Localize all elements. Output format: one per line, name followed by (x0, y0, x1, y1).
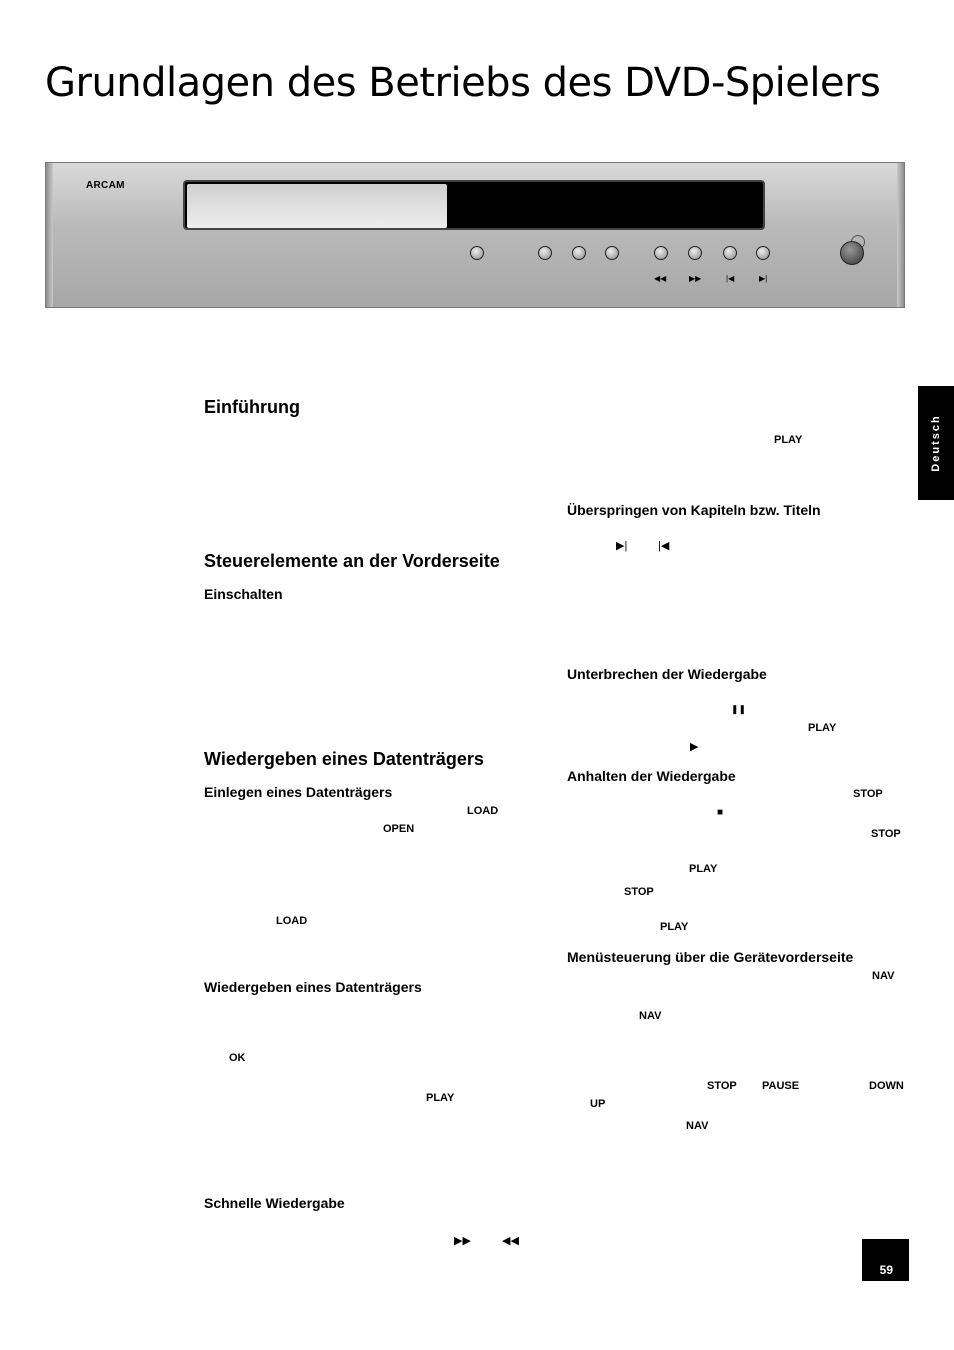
keyword-play: PLAY (660, 921, 689, 933)
skip-next-icon: ▶| (616, 540, 628, 552)
front-button-illustration (538, 246, 552, 260)
keyword-play: PLAY (426, 1092, 455, 1104)
front-button-illustration (572, 246, 586, 260)
subheading-skip-chapters: Überspringen von Kapiteln bzw. Titeln (567, 502, 821, 518)
keyword-load: LOAD (467, 805, 499, 817)
subheading-pause-playback: Unterbrechen der Wiedergabe (567, 666, 767, 682)
page-title: Grundlagen des Betriebs des DVD-Spielers (45, 60, 881, 106)
panel-left-edge (46, 163, 53, 307)
keyword-stop: STOP (624, 886, 654, 898)
language-label: Deutsch (930, 414, 942, 472)
keyword-stop: STOP (707, 1080, 737, 1092)
keyword-nav: NAV (872, 970, 895, 982)
front-button-illustration (605, 246, 619, 260)
subheading-loading-disc: Einlegen eines Datenträgers (204, 784, 393, 800)
disc-tray (187, 184, 447, 228)
heading-front-controls: Steuerelemente an der Vorderseite (204, 551, 500, 571)
fast-forward-button-illustration (688, 246, 702, 260)
front-display-window (183, 180, 765, 230)
power-knob-illustration (840, 241, 864, 265)
next-button-illustration (756, 246, 770, 260)
keyword-stop: STOP (871, 828, 901, 840)
rewind-button-illustration (654, 246, 668, 260)
open-button-illustration (470, 246, 484, 260)
heading-playing-disc: Wiedergeben eines Datenträgers (204, 749, 484, 769)
keyword-down: DOWN (869, 1080, 904, 1092)
keyword-nav: NAV (686, 1120, 709, 1132)
play-icon: ▶ (690, 741, 699, 753)
subheading-fast-play: Schnelle Wiedergabe (204, 1195, 345, 1211)
keyword-play: PLAY (808, 722, 837, 734)
keyword-pause: PAUSE (762, 1080, 800, 1092)
rewind-icon: ◀◀ (502, 1235, 519, 1247)
rewind-icon: ◀◀ (654, 274, 667, 283)
skip-next-icon: ▶| (759, 274, 768, 283)
dvd-player-front-panel-illustration (45, 162, 905, 308)
keyword-play: PLAY (689, 863, 718, 875)
keyword-stop: STOP (853, 788, 883, 800)
stop-icon: ■ (717, 807, 724, 818)
subheading-power-on: Einschalten (204, 586, 283, 602)
subheading-stop-playback: Anhalten der Wiedergabe (567, 768, 736, 784)
fast-forward-icon: ▶▶ (689, 274, 702, 283)
keyword-up: UP (590, 1098, 606, 1110)
language-side-tab (918, 386, 954, 500)
skip-previous-icon: |◀ (726, 274, 735, 283)
keyword-play: PLAY (774, 434, 803, 446)
keyword-load: LOAD (276, 915, 308, 927)
fast-forward-icon: ▶▶ (454, 1235, 471, 1247)
page-number-box (862, 1239, 909, 1281)
subheading-playing-disc: Wiedergeben eines Datenträgers (204, 979, 422, 995)
pause-icon: ❚❚ (731, 704, 747, 714)
previous-button-illustration (723, 246, 737, 260)
panel-right-edge (897, 163, 904, 307)
subheading-front-menu-control: Menüsteuerung über die Gerätevorderseite (567, 949, 854, 965)
keyword-ok: OK (229, 1052, 246, 1064)
keyword-nav: NAV (639, 1010, 662, 1022)
keyword-open: OPEN (383, 823, 415, 835)
heading-introduction: Einführung (204, 397, 300, 417)
brand-logo: ARCAM (86, 180, 125, 191)
page-number: 59 (879, 1263, 893, 1277)
skip-previous-icon: |◀ (658, 540, 670, 552)
